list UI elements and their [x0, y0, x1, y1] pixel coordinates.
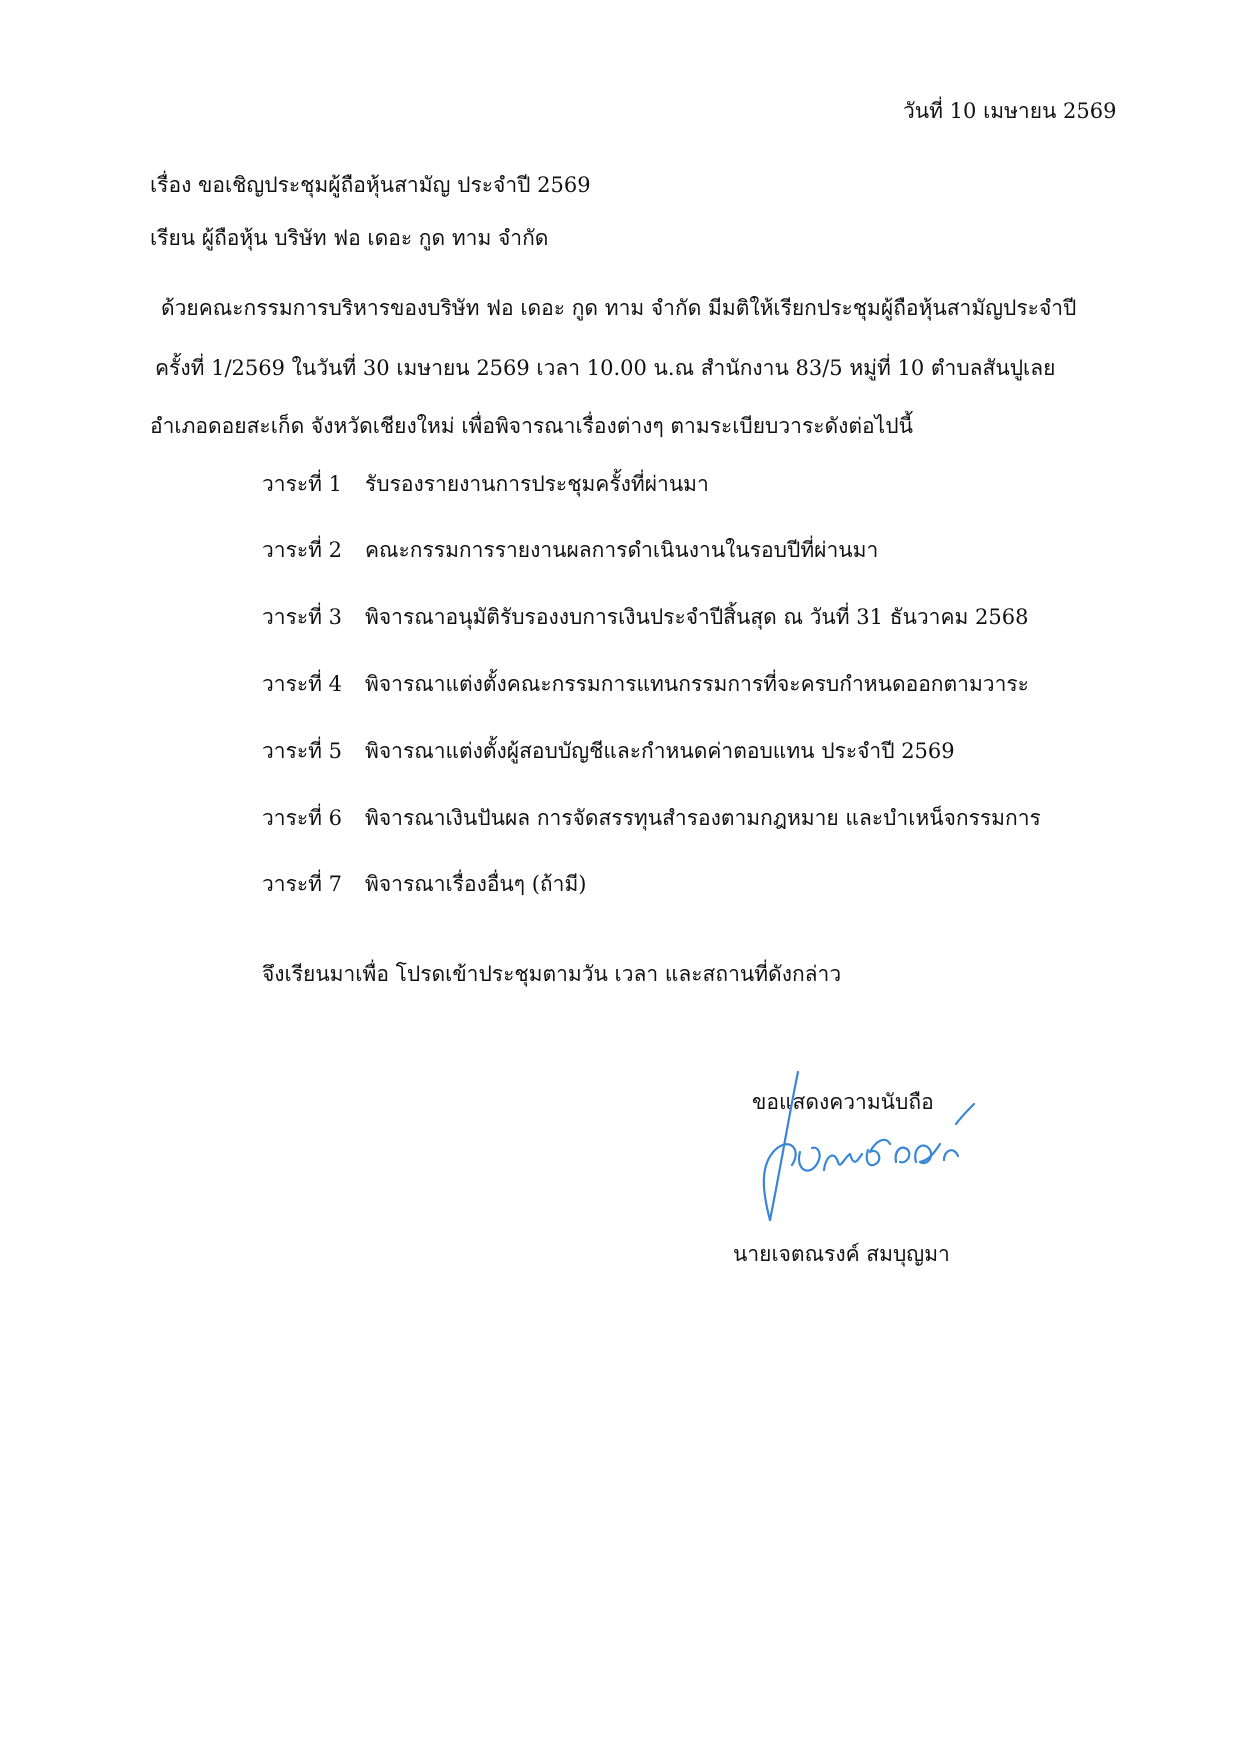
agenda-label: วาระที่ 3: [262, 605, 343, 629]
agenda-label: วาระที่ 1: [262, 472, 343, 496]
signer-name: นายเจตณรงค์ สมบุญมา: [733, 1242, 950, 1266]
body-line-3: อำเภอดอยสะเก็ด จังหวัดเชียงใหม่ เพื่อพิจารณาเรื่องต่างๆ ตามระเบียบวาระดังต่อไปนี้: [150, 414, 913, 438]
agenda-text: พิจารณาอนุมัติรับรองงบการเงินประจำปีสิ้นสุด ณ วันที่ 31 ธันวาคม 2568: [365, 605, 1029, 629]
agenda-label: วาระที่ 2: [262, 538, 343, 562]
agenda-label: วาระที่ 5: [262, 739, 343, 763]
handwritten-signature: [740, 1070, 980, 1240]
agenda-text: คณะกรรมการรายงานผลการดำเนินงานในรอบปีที่ผ่านมา: [365, 538, 879, 562]
agenda-text: พิจารณาเงินปันผล การจัดสรรทุนสำรองตามกฎหมาย และบำเหน็จกรรมการ: [365, 806, 1041, 830]
body-line-2: ครั้งที่ 1/2569 ในวันที่ 30 เมษายน 2569 เวลา 10.00 น.ณ สำนักงาน 83/5 หมู่ที่ 10 ตำบลสันปูเลย: [155, 356, 1056, 380]
letter-date: วันที่ 10 เมษายน 2569: [903, 99, 1117, 123]
agenda-text: พิจารณาแต่งตั้งคณะกรรมการแทนกรรมการที่จะครบกำหนดออกตามวาระ: [365, 672, 1029, 696]
letter-subject: เรื่อง ขอเชิญประชุมผู้ถือหุ้นสามัญ ประจำปี 2569: [150, 173, 591, 197]
body-line-1: ด้วยคณะกรรมการบริหารของบริษัท ฟอ เดอะ กูด ทาม จำกัด มีมติให้เรียกประชุมผู้ถือหุ้นสามัญประจำปี: [161, 296, 1077, 320]
agenda-text: พิจารณาเรื่องอื่นๆ (ถ้ามี): [365, 872, 587, 896]
agenda-text: พิจารณาแต่งตั้งผู้สอบบัญชีและกำหนดค่าตอบแทน ประจำปี 2569: [365, 739, 955, 763]
agenda-label: วาระที่ 7: [262, 872, 343, 896]
letter-closing: จึงเรียนมาเพื่อ โปรดเข้าประชุมตามวัน เวลา และสถานที่ดังกล่าว: [262, 962, 842, 986]
agenda-label: วาระที่ 6: [262, 806, 343, 830]
letter-regards: ขอแสดงความนับถือ: [752, 1090, 934, 1114]
agenda-text: รับรองรายงานการประชุมครั้งที่ผ่านมา: [365, 472, 709, 496]
agenda-label: วาระที่ 4: [262, 672, 343, 696]
letter-salutation: เรียน ผู้ถือหุ้น บริษัท ฟอ เดอะ กูด ทาม จำกัด: [150, 226, 549, 250]
